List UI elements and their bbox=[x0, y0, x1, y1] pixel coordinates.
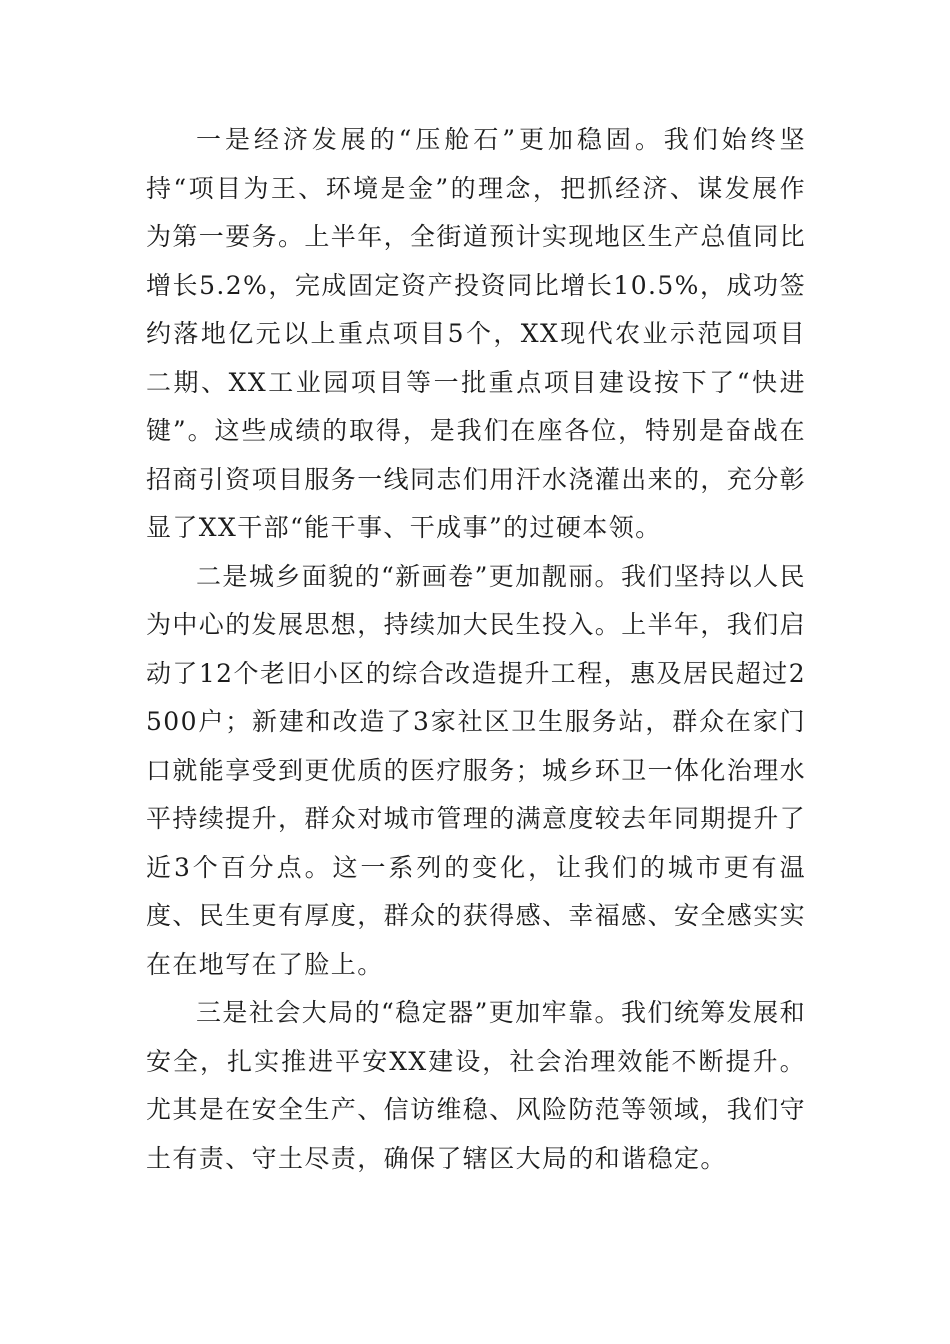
paragraph-urban-rural: 二是城乡面貌的“新画卷”更加靓丽。我们坚持以人民为中心的发展思想，持续加大民生投入。上半年，我们启动了12个老旧小区的综合改造提升工程，惠及居民超过2500户；新建和改造了3家社区卫生服务站，群众在家门口就能享受到更优质的医疗服务；城乡环卫一体化治理水平持续提升，群众对城市管理的满意度较去年同期提升了近3个百分点。这一系列的变化，让我们的城市更有温度、民生更有厚度，群众的获得感、幸福感、安全感实实在在地写在了脸上。 bbox=[146, 561, 807, 979]
paragraph-social-stability: 三是社会大局的“稳定器”更加牢靠。我们统筹发展和安全，扎实推进平安XX建设，社会治理效能不断提升。尤其是在安全生产、信访维稳、风险防范等领域，我们守土有责、守土尽责，确保了辖区大局的和谐稳定。 bbox=[146, 998, 807, 1173]
paragraph-economy: 一是经济发展的“压舱石”更加稳固。我们始终坚持“项目为王、环境是金”的理念，把抓经济、谋发展作为第一要务。上半年，全街道预计实现地区生产总值同比增长5.2%，完成固定资产投资同比增长10.5%，成功签约落地亿元以上重点项目5个，XX现代农业示范园项目二期、XX工业园项目等一批重点项目建设按下了“快进键”。这些成绩的取得，是我们在座各位，特别是奋战在招商引资项目服务一线同志们用汗水浇灌出来的，充分彰显了XX干部“能干事、干成事”的过硬本领。 bbox=[146, 125, 807, 542]
document-body bbox=[146, 116, 806, 1183]
